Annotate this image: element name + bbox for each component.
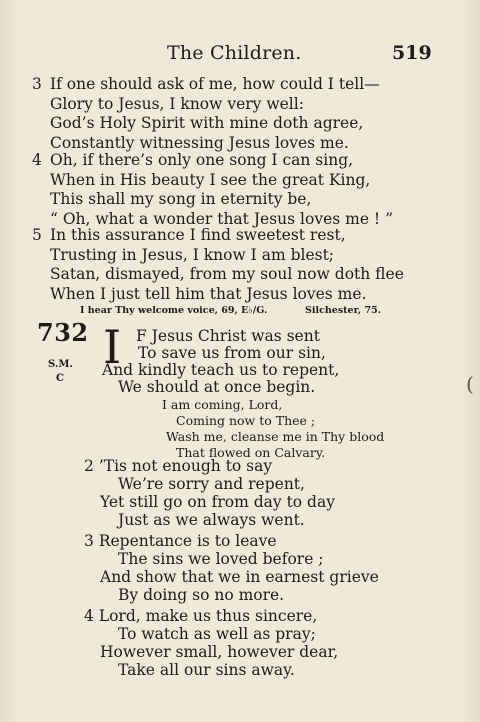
page-number: 519 xyxy=(392,42,432,64)
stanza-line: “ Oh, what a wonder that Jesus loves me ! ” xyxy=(50,209,394,228)
prev-hymn-stanza-3 xyxy=(32,75,380,153)
meter-label: S.M. xyxy=(48,359,73,370)
stanza-line: To save us from our sin, xyxy=(138,344,326,362)
margin-bracket-mark: ( xyxy=(466,372,474,396)
stanza-line: 5 In this assurance I find sweetest rest, xyxy=(32,226,346,244)
stanza-line: This shall my song in eternity be, xyxy=(50,190,312,208)
page-header xyxy=(0,42,480,70)
hymn-number: 732 xyxy=(37,318,89,347)
prev-hymn-stanza-5 xyxy=(32,226,404,304)
stanza-line: We should at once begin. xyxy=(118,378,316,396)
stanza-line: 4 Lord, make us thus sincere, xyxy=(84,607,318,625)
tune-line xyxy=(80,305,385,316)
stanza-line: Just as we always went. xyxy=(118,511,305,529)
stanza-line: When in His beauty I see the great King, xyxy=(50,170,371,189)
stanza-number: 3 xyxy=(84,532,94,550)
stanza-line: F Jesus Christ was sent xyxy=(136,327,320,345)
refrain-line: Wash me, cleanse me in Thy blood xyxy=(166,429,385,444)
stanza-line: Glory to Jesus, I know very well: xyxy=(50,94,304,113)
stanza-line: Yet still go on from day to day xyxy=(100,493,335,511)
stanza-line: And kindly teach us to repent, xyxy=(102,361,340,379)
stanza-line: 3 If one should ask of me, how could I tell— xyxy=(32,75,380,93)
refrain-line: I am coming, Lord, xyxy=(162,397,283,412)
stanza-number: 5 xyxy=(32,226,42,244)
tune-name-left: I hear Thy welcome voice, 69, E♭/G. xyxy=(80,305,268,316)
drop-cap-letter: I xyxy=(103,320,122,374)
stanza-line: God’s Holy Spirit with mine doth agree, xyxy=(50,114,364,132)
stanza-line: By doing so no more. xyxy=(118,586,285,604)
stanza-line: 3 Repentance is to leave xyxy=(84,532,277,550)
running-title: The Children. xyxy=(167,42,302,64)
stanza-number: 4 xyxy=(32,151,42,169)
stanza-line: Satan, dismayed, from my soul now doth flee xyxy=(50,265,404,283)
refrain-line: That flowed on Calvary. xyxy=(176,445,326,460)
stanza-line: 4 Oh, if there’s only one song I can sing, xyxy=(32,151,354,169)
prev-hymn-stanza-4 xyxy=(32,151,393,229)
stanza-number: 4 xyxy=(84,607,94,625)
stanza-line: Trusting in Jesus, I know I am blest; xyxy=(50,245,335,264)
refrain-line: Coming now to Thee ; xyxy=(176,413,316,428)
stanza-line: The sins we loved before ; xyxy=(118,550,324,568)
meter-sub-label: C xyxy=(56,373,64,384)
stanza-line: To watch as well as pray; xyxy=(118,625,316,643)
stanza-line: And show that we in earnest grieve xyxy=(100,568,379,586)
hymn-meter xyxy=(48,358,72,386)
stanza-line: Constantly witnessing Jesus loves me. xyxy=(50,133,349,152)
stanza-number: 2 xyxy=(84,457,94,475)
stanza-line: 2 ’Tis not enough to say xyxy=(84,457,273,475)
stanza-line: We’re sorry and repent, xyxy=(118,475,305,493)
stanza-line: When I just tell him that Jesus loves me. xyxy=(50,284,367,303)
tune-name-right: Silchester, 75. xyxy=(305,305,382,316)
stanza-line: However small, however dear, xyxy=(100,643,339,661)
stanza-line: Take all our sins away. xyxy=(118,661,295,679)
refrain xyxy=(162,397,384,461)
stanza-number: 3 xyxy=(32,75,42,93)
